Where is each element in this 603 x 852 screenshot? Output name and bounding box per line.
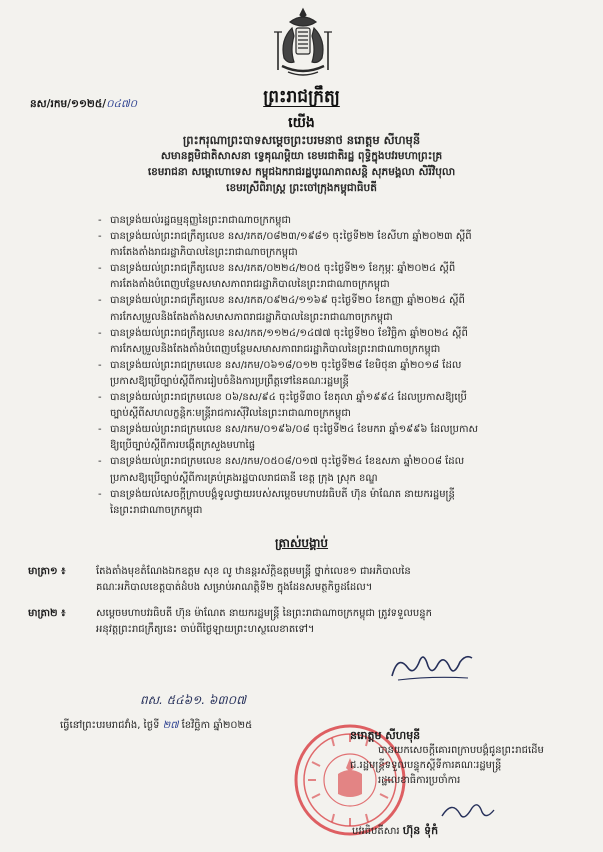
whereas-item [98,454,576,486]
article-2-label: មាត្រា២ ៖ [28,608,66,619]
whereas-item-line: ច្បាប់ស្ដីពីសហលក្ខន្តិកៈមន្ត្រីរាជការស៊ីវិលនៃព្រះរាជាណាចក្រកម្ពុជា [110,408,351,420]
whereas-item-line: - បានទ្រង់យល់សេចក្ដីក្រាបបង្គំទូលថ្វាយរបស់សម្ដេចមហាបវរធិបតី ហ៊ុន ម៉ាណែត នាយករដ្ឋមន្ត្រី [110,488,455,500]
place-date-day: ២៧ [162,720,179,731]
whereas-item-line: ការតែងតាំងបំពេញបន្ថែមសមាសភាពរាជរដ្ឋាភិបាលនៃព្រះរាជាណាចក្រកម្ពុជា [110,279,390,291]
whereas-item-line: នៃព្រះរាជាណាចក្រកម្ពុជា [110,504,203,516]
whereas-item-line: - បានទ្រង់យល់ព្រះរាជក្រមលេខ ០៦/នស/៩៤ ចុះថ្ងៃទី៣០ ខែតុលា ឆ្នាំ១៩៩៤ ដែលប្រកាសឱ្យប្រើ [110,392,467,404]
whereas-item-line: - បានទ្រង់យល់រដ្ឋធម្មនុញ្ញនៃព្រះរាជាណាចក្រកម្ពុជា [110,215,292,226]
whereas-item [98,390,576,422]
king-title-line-1: ព្រះករុណាព្រះបាទសម្ដេចព្រះបរមនាថ នរោត្តម សីហមុនី [182,133,421,147]
prime-minister-signature [382,796,512,826]
article-1-line-2: គណៈអភិបាលខេត្តបាត់ដំបង សម្រាប់អាណត្តិទី២ ក្នុងដែនសមត្ថកិច្ចដដែល។ [96,582,373,593]
article-1-text [96,564,411,596]
whereas-item [98,358,576,390]
signature-line-2: បានយកសេចក្ដីគោរពក្រាបបង្គំជូនព្រះរាជដើម [378,745,544,756]
document-number-handwritten: ០៤៧០ [106,98,138,110]
whereas-item-line: ប្រកាសឱ្យប្រើច្បាប់ស្ដីពីការរៀបចំនិងការប្រព្រឹត្តទៅនៃគណៈរដ្ឋមន្ត្រី [110,375,349,387]
place-and-date [60,718,252,733]
whereas-item [98,229,576,261]
king-title-line-3: ខេមរាជនា សម្ពោហោទេស កម្ពុជឯករាជរដ្ឋបូរណភាពសន្តិ សុភមង្គលា សិរីវិបុលា [147,166,456,178]
place-date-prefix: ធ្វើនៅព្រះបរមរាជវាំង, ថ្ងៃទី [60,720,160,731]
place-date-suffix: ខែវិច្ឆិកា ឆ្នាំ២០២៥ [181,720,253,731]
prime-minister-name-row [352,824,438,840]
whereas-item [98,293,576,325]
whereas-item-line: - បានទ្រង់យល់ព្រះរាជក្រឹត្យលេខ នស/រកត/០២២៤/២០៥ ចុះថ្ងៃទី២១ ខែកុម្ភៈ ឆ្នាំ២០២៤ ស្ដីពី [110,263,456,275]
decree-we-heading: យើង [288,115,315,131]
whereas-item-line: ប្រកាសឱ្យប្រើច្បាប់ស្ដីពីការគ្រប់គ្រងរដ្ឋបាលរាជធានី ខេត្ត ក្រុង ស្រុក ខណ្ឌ [110,472,378,484]
king-signature [388,646,476,686]
whereas-item-line: - បានទ្រង់យល់ព្រះរាជក្រឹត្យលេខ នស/រកត/១១២៤/១៤៧៧ ចុះថ្ងៃទី២០ ខែវិច្ឆិកា ឆ្នាំ២០២៤ ស្ដីពី [110,327,468,339]
whereas-item-line: ការកែសម្រួលនិងតែងតាំងសមាសភាពរាជរដ្ឋាភិបាលនៃព្រះរាជាណាចក្រកម្ពុជា [110,311,393,323]
royal-coat-of-arms-icon [270,6,336,80]
pm-extra: ហ៊ុន ទុំកំ [402,824,439,837]
whereas-item-line: - បានទ្រង់យល់ព្រះរាជក្រមលេខ នស/រកម/០១៩៦/០៨ ចុះថ្ងៃទី២៤ ខែមករា ឆ្នាំ១៩៩៦ ដែលប្រកាស [110,424,478,436]
whereas-item [98,422,576,454]
king-name: នរោត្តម សីហមុនី [350,729,421,742]
whereas-item [98,261,576,293]
king-title-line-4: ខេមរស្រីពិរាស្ត្រ ព្រះចៅក្រុងកម្ពុជាធិបតី [226,182,377,194]
whereas-item [98,487,576,519]
article-2-text [96,606,432,638]
article-2-line-1: សម្ដេចមហាបវរធិបតី ហ៊ុន ម៉ាណែត នាយករដ្ឋមន្ត្រី នៃព្រះរាជាណាចក្រកម្ពុជា ត្រូវទទួលបន្ទុក [96,608,432,619]
signature-block [350,728,544,788]
article-1-label: មាត្រា១ ៖ [28,566,66,577]
pm-label: បវរធិបតីសារ [352,826,400,837]
whereas-item-line: - បានទ្រង់យល់ព្រះរាជក្រឹត្យលេខ នស/រកត/០៨២៣/១៩៨១ ចុះថ្ងៃទី២២ ខែសីហា ឆ្នាំ២០២៣ ស្ដីពី [110,231,472,243]
whereas-item-line: - បានទ្រង់យល់ព្រះរាជក្រមលេខ នស/រកម/០៥០៨/០១៧ ចុះថ្ងៃទី២៤ ខែឧសភា ឆ្នាំ២០០៨ ដែល [110,456,465,468]
whereas-item-line: ការតែងតាំងរាជរដ្ឋាភិបាលនៃព្រះរាជាណាចក្រកម្ពុជា [110,247,298,259]
whereas-item [98,213,576,229]
handwritten-date: ពស. ៥៤៦១. ៦៣០៧ [140,693,246,707]
signature-line-3: ជ.រដ្ឋមន្ត្រីទទួលបន្ទុកស្ដីទីការគណៈរដ្ឋមន្ត្រី [350,760,502,771]
article-2-line-2: អនុវត្តព្រះរាជក្រឹត្យនេះ ចាប់ពីថ្ងៃឡាយព្រះហស្ថលេខាតទៅ។ [96,624,315,635]
whereas-item-line: - បានទ្រង់យល់ព្រះរាជក្រមលេខ នស/រកម/០៦១៨/០១២ ចុះថ្ងៃទី២៨ ខែមិថុនា ឆ្នាំ២០១៨ ដែល [110,359,462,371]
king-title-line-2: សមានគ្គមិជាតិសាសនា ទ្វេគុណម្ដិយា ខេមរជាតិរដ្ឋ ពុទ្ធិក្នុងបវរមហាព្រះគ្រ [160,150,443,162]
whereas-item-line: ឱ្យប្រើច្បាប់ស្ដីពីការបង្កើតក្រសួងមហាផ្ទៃ [110,440,256,452]
whereas-item-line: ការកែសម្រួលនិងតែងតាំងបំពេញបន្ថែមសមាសភាពរាជរដ្ឋាភិបាលនៃព្រះរាជាណាចក្រកម្ពុជា [110,343,441,355]
decree-title: ព្រះរាជក្រឹត្យ [263,87,340,107]
article-1-line-1: តែងតាំងមុខតំណែងឯកឧត្តម សុខ លូ ឋានន្តរស័ក្តិឧត្តមមន្ត្រី ថ្នាក់លេខ១ ជាអភិបាលនៃ [96,566,411,577]
whereas-list [98,213,576,519]
whereas-item-line: - បានទ្រង់យល់ព្រះរាជក្រឹត្យលេខ នស/រកត/០៩២៤/១១៦៩ ចុះថ្ងៃទី២០ ខែកញ្ញា ឆ្នាំ២០២៤ ស្ដីពី [110,295,465,307]
decides-heading: ត្រាស់បង្គាប់ [274,536,329,550]
whereas-item [98,326,576,358]
signature-line-4: រដ្ឋលេខាធិការប្រចាំការ [378,775,461,786]
document-number-printed: នស/រកម/១១២៥/ [30,98,107,110]
